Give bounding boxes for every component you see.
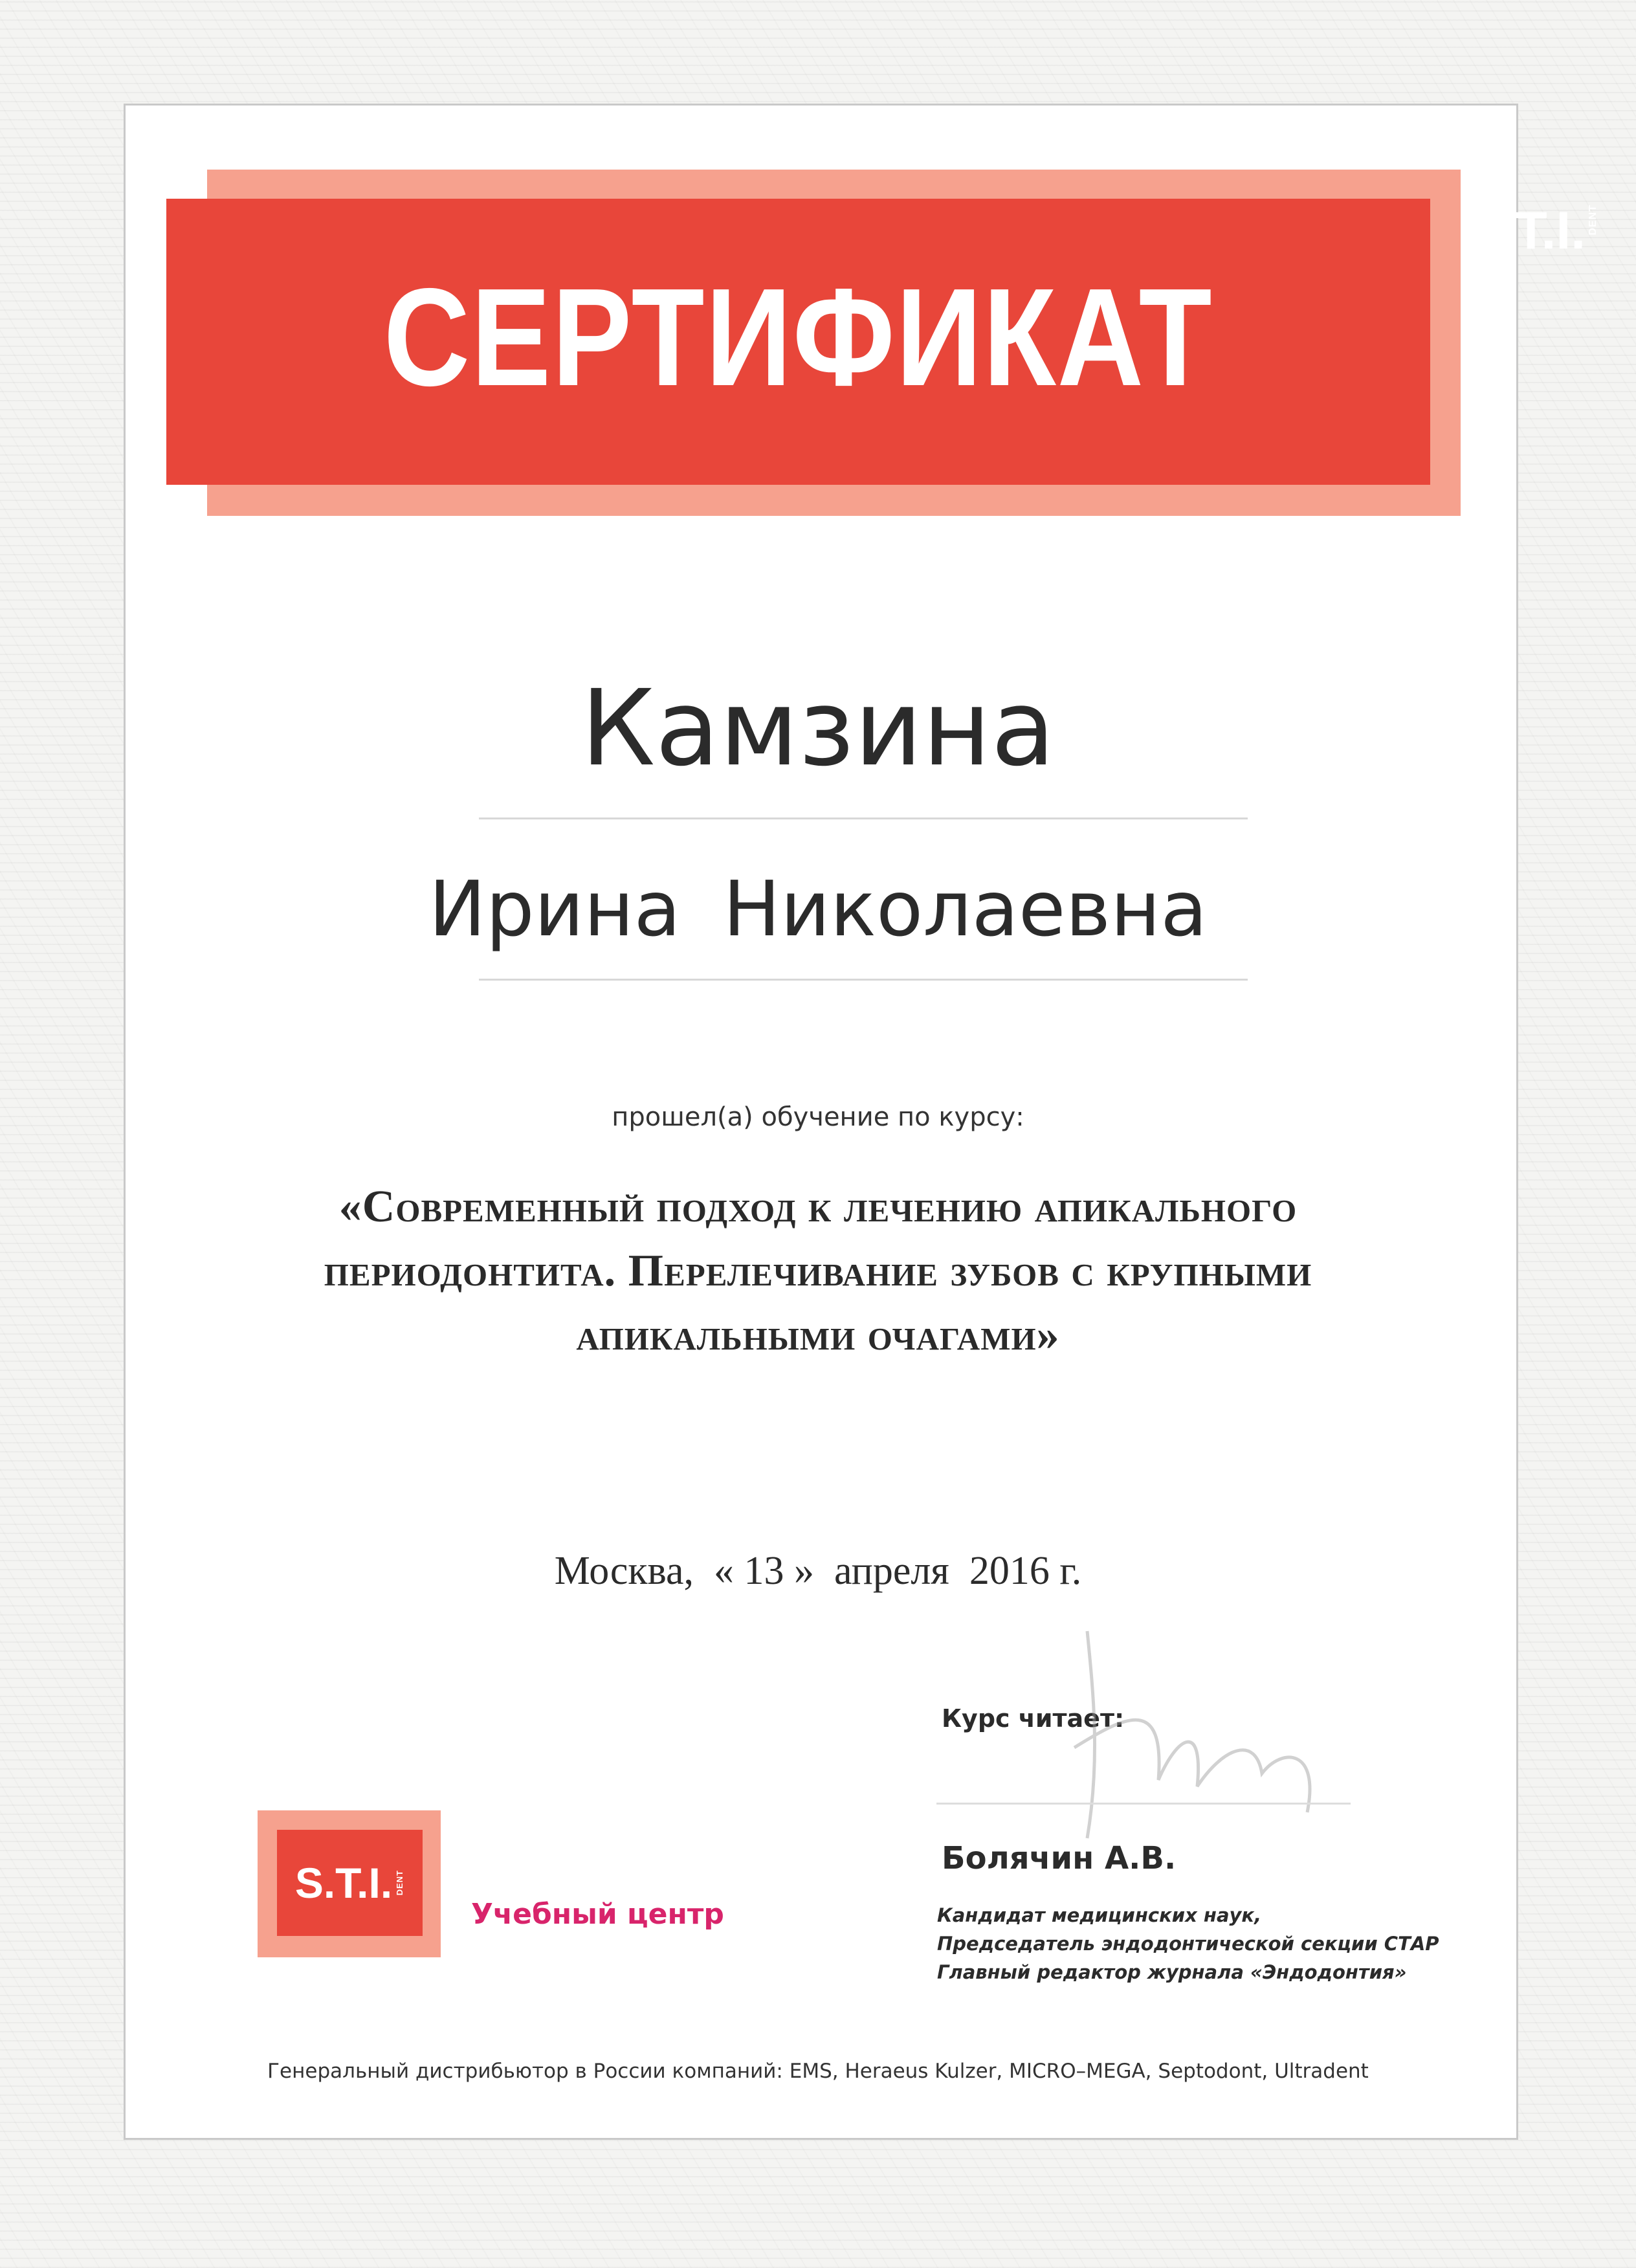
distributor-footer: Генеральный дистрибьютор в России компаний: EMS, Heraeus Kulzer, MICRO–MEGA, Septodont, Ultradent xyxy=(267,2060,1369,2083)
recipient-given-names: Ирина Николаевна xyxy=(428,864,1208,953)
given-names-underline xyxy=(479,979,1248,981)
credential-line: Председатель эндодонтической секции СТАР xyxy=(937,1933,1439,1955)
credential-line: Главный редактор журнала «Эндодонтия» xyxy=(937,1961,1407,1983)
course-title-line: периодонтита. Перелечивание зубов с крупными xyxy=(324,1246,1312,1296)
course-intro: прошел(а) обучение по курсу: xyxy=(612,1102,1024,1132)
certificate-title: СЕРТИФИКАТ xyxy=(383,259,1213,415)
training-center-logo xyxy=(277,1830,423,1936)
lecturer-signature xyxy=(1048,1618,1372,1864)
training-logo-suffix: DENT xyxy=(395,1870,405,1896)
lecturer-credentials xyxy=(937,1901,1439,1986)
recipient-surname: Камзина xyxy=(580,668,1056,790)
training-logo-text: S.T.I. xyxy=(294,1859,393,1907)
credential-line: Кандидат медицинских наук, xyxy=(937,1904,1262,1926)
surname-underline xyxy=(479,817,1248,819)
training-center-label: Учебный центр xyxy=(471,1898,724,1931)
signature-line xyxy=(936,1803,1351,1805)
logo-suffix: DENT xyxy=(1587,205,1598,236)
lecturer-label: Курс читает: xyxy=(942,1704,1125,1733)
logo-text: S.T.I. xyxy=(1465,201,1586,260)
course-title-line: «Современный подход к лечению апикального xyxy=(338,1182,1298,1232)
lecturer-name: Болячин А.В. xyxy=(942,1840,1177,1876)
course-title xyxy=(214,1175,1422,1367)
city-and-date: Москва, « 13 » апреля 2016 г. xyxy=(554,1549,1082,1593)
course-title-line: апикальными очагами» xyxy=(576,1310,1060,1360)
title-band xyxy=(166,199,1430,485)
sti-dent-logo xyxy=(1465,201,1598,260)
